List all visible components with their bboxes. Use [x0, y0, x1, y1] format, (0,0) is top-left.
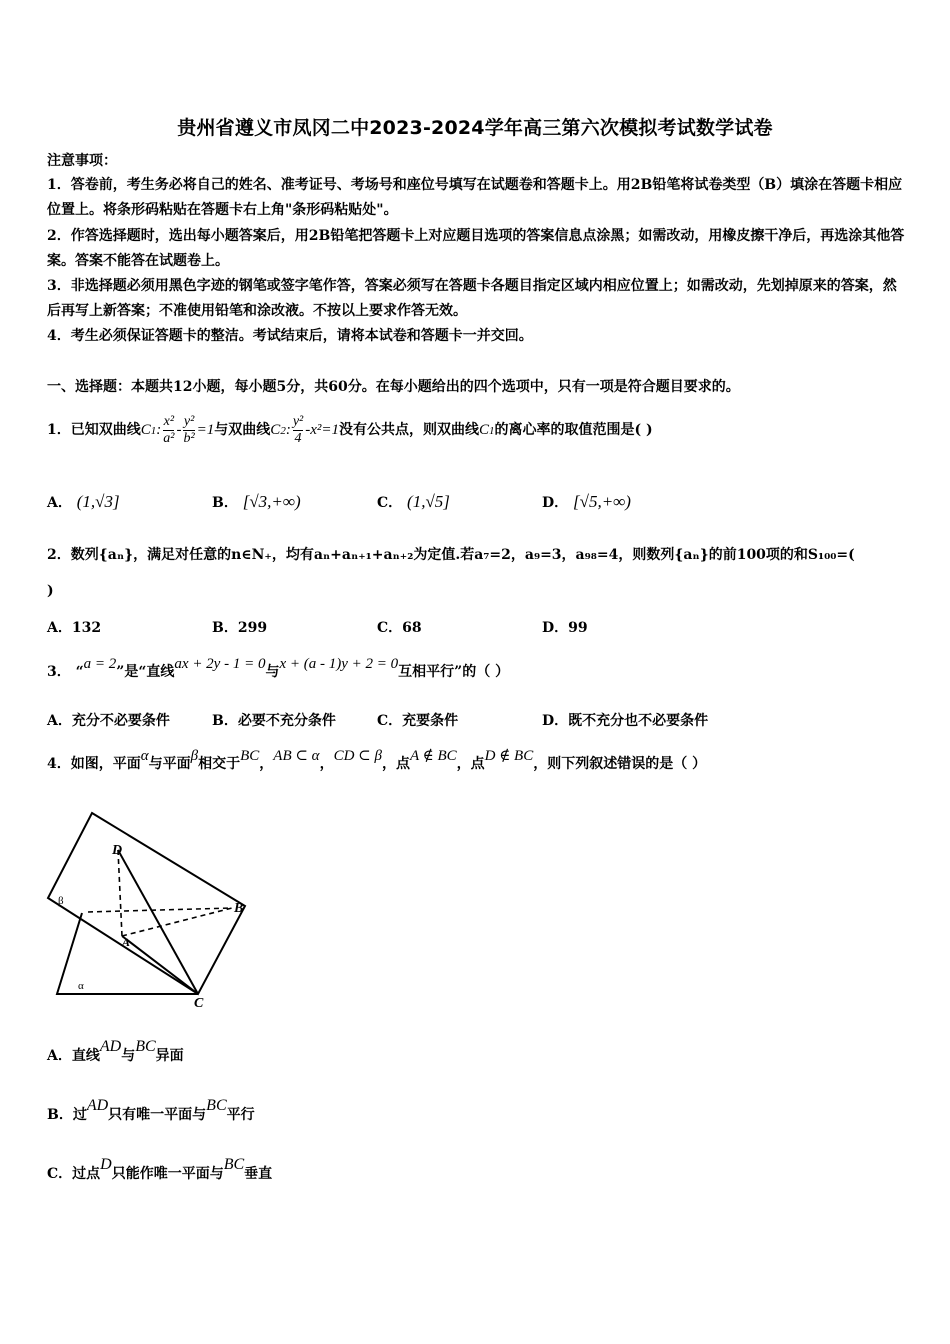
option-label: B．: [212, 495, 238, 511]
q3-prefix: 3． “: [47, 664, 84, 680]
q4-cd: CD ⊂ β: [333, 748, 382, 764]
q1-eq1: =1: [196, 422, 215, 438]
q3-mid1: ”是“直线: [116, 664, 175, 680]
q1-c2: C: [270, 422, 281, 438]
option-value: (1,√3]: [76, 492, 120, 511]
question-4: [47, 748, 707, 776]
notice-item-2: 2．作答选择题时，选出每小题答案后，用2B铅笔把答题卡上对应题目选项的答案信息点涂黑；如需改动，用橡皮擦干净后，再选涂其他答案。答案不能答在试题卷上。: [47, 228, 905, 269]
q2-option-b: [212, 617, 267, 637]
option-label: A．: [47, 1048, 72, 1064]
option-value: 68: [402, 620, 422, 636]
page-title: 贵州省遵义市凤冈二中2023-2024学年高三第六次模拟考试数学试卷: [177, 117, 773, 139]
option-text: 直线: [71, 1048, 100, 1064]
option-label: C．: [377, 713, 403, 729]
segment-da-hidden: [118, 850, 122, 936]
q4-prefix: 4．如图，平面: [47, 756, 141, 772]
q4-option-c: [47, 1156, 273, 1187]
q1-c1b: C: [479, 422, 490, 438]
question-2-close: ): [47, 583, 54, 599]
option-label: D．: [542, 620, 569, 636]
q3-line2: x + (a - 1)y + 2 = 0: [279, 656, 399, 672]
q1-colon: :: [156, 422, 162, 438]
q1-y2b: y²: [292, 413, 304, 429]
option-label: B．: [212, 713, 238, 729]
question-3: [47, 656, 510, 684]
q1-minus2: -: [305, 422, 311, 438]
q2-option-a: [47, 617, 101, 637]
section-heading: 一、选择题：本题共12小题，每小题5分，共60分。在每小题给出的四个选项中，只有一项是符合题目要求的。: [47, 379, 740, 395]
label-a: A: [122, 935, 131, 949]
q3-option-a: [47, 710, 170, 730]
option-math: AD: [86, 1097, 109, 1114]
q1-x2: x²: [163, 413, 175, 429]
option-value: 132: [71, 620, 102, 636]
option-text: 异面: [155, 1048, 184, 1064]
plane-beta: [48, 813, 245, 994]
q4-comma1: ，: [259, 756, 274, 772]
option-text: 过点: [72, 1166, 101, 1182]
q1-prefix: 1．已知双曲线: [47, 422, 141, 438]
option-math: AD: [99, 1038, 122, 1055]
q1-option-d: [542, 492, 631, 512]
q1-c1b-sub: 1: [489, 425, 495, 437]
option-label: A．: [47, 620, 72, 636]
q1-minus: -: [176, 422, 182, 438]
q4-suffix: ，则下列叙述错误的是（ ）: [533, 756, 707, 772]
option-math: D: [100, 1156, 112, 1173]
option-text: 与: [121, 1048, 136, 1064]
label-beta: β: [58, 895, 64, 907]
option-label: D．: [542, 713, 569, 729]
label-d: D: [112, 843, 123, 858]
option-label: D．: [542, 495, 569, 511]
q1-option-b: [212, 492, 301, 512]
q2-option-d: [542, 617, 588, 637]
q4-t3: ，点: [381, 756, 410, 772]
option-text: 垂直: [244, 1166, 273, 1182]
q1-four: 4: [294, 430, 302, 446]
notice-item-1: 1．答卷前，考生务必将自己的姓名、准考证号、考场号和座位号填写在试题卷和答题卡上。用2B铅笔将试卷类型（B）填涂在答题卡相应位置上。将条形码粘贴在答题卡右上角"条形码粘贴处"。: [47, 177, 903, 218]
option-label: C．: [377, 620, 403, 636]
label-b: B: [234, 901, 244, 916]
q1-y2: y²: [183, 413, 195, 429]
notice-item-4: 4．考生必须保证答题卡的整洁。考试结束后，请将本试卷和答题卡一并交回。: [47, 328, 533, 344]
option-value: 299: [237, 620, 268, 636]
option-label: C．: [377, 495, 403, 511]
q1-eq2: =1: [321, 422, 340, 438]
q1-mid: 与双曲线: [214, 422, 271, 438]
q1-frac-y2-b2: [183, 414, 194, 447]
option-value: 既不充分也不必要条件: [568, 713, 709, 729]
q4-d-notin: D ∉ BC: [484, 748, 534, 764]
option-text: 过: [72, 1107, 87, 1123]
option-value: 必要不充分条件: [237, 713, 336, 729]
option-text: 只能作唯一平面与: [111, 1166, 224, 1182]
q1-a2: a²: [163, 430, 175, 446]
q4-t4: ，点: [456, 756, 485, 772]
planes-figure: [40, 808, 260, 1008]
option-value: 充要条件: [402, 713, 459, 729]
option-math: BC: [206, 1097, 227, 1114]
q4-beta: β: [190, 748, 199, 764]
q1-c2-sub: 2: [280, 425, 286, 437]
question-1: [47, 410, 653, 451]
option-text: 只有唯一平面与: [108, 1107, 207, 1123]
q4-t2: 相交于: [198, 756, 241, 772]
q1-c1-sub: 1: [150, 425, 157, 437]
q4-a-notin: A ∉ BC: [409, 748, 457, 764]
q1-x2b: x²: [310, 422, 322, 438]
q4-alpha: α: [140, 748, 149, 764]
segment-dc: [118, 850, 198, 994]
q3-suffix: 互相平行”的（ ）: [398, 664, 510, 680]
option-label: A．: [47, 713, 72, 729]
question-2: 2．数列{aₙ}，满足对任意的n∈N₊，均有aₙ+aₙ₊₁+aₙ₊₂为定值.若a₇=2，a₉=3，a₉₈=4，则数列{aₙ}的前100项的和S₁₀₀=(: [47, 547, 855, 563]
option-value: [√3,+∞): [242, 492, 301, 511]
option-label: C．: [47, 1166, 73, 1182]
q1-frac-x2-a2: [163, 414, 174, 447]
segment-ac: [122, 936, 198, 994]
notice-heading: 注意事项：: [47, 153, 117, 169]
option-label: B．: [212, 620, 238, 636]
q4-comma2: ，: [319, 756, 334, 772]
q1-frac-y2-4: [293, 414, 303, 447]
q1-option-a: [47, 492, 120, 512]
q4-option-b: [47, 1097, 255, 1128]
option-math: BC: [135, 1038, 156, 1055]
option-value: 99: [568, 620, 588, 636]
option-value: 充分不必要条件: [71, 713, 170, 729]
option-label: B．: [47, 1107, 73, 1123]
q3-option-c: [377, 710, 458, 730]
q1-suffix1: 没有公共点，则双曲线: [339, 422, 480, 438]
q3-option-b: [212, 710, 336, 730]
q4-t1: 与平面: [148, 756, 191, 772]
q1-c1: C: [140, 422, 151, 438]
q1-option-c: [377, 492, 450, 512]
option-value: [√5,+∞): [573, 492, 631, 511]
q4-bc: BC: [240, 748, 260, 764]
option-label: A．: [47, 495, 72, 511]
option-value: (1,√5]: [407, 492, 450, 511]
label-alpha: α: [78, 980, 84, 992]
q3-mid2: 与: [265, 664, 280, 680]
q3-option-d: [542, 710, 708, 730]
q4-ab: AB ⊂ α: [273, 748, 320, 764]
segment-ab-hidden: [122, 908, 232, 936]
q1-colon2: :: [285, 422, 291, 438]
option-text: 平行: [226, 1107, 255, 1123]
q1-suffix2: 的离心率的取值范围是( ): [494, 422, 653, 438]
option-math: BC: [223, 1156, 245, 1173]
plane-alpha-edge-hidden: [88, 908, 232, 912]
q2-option-c: [377, 617, 422, 637]
notice-item-3: 3．非选择题必须用黑色字迹的钢笔或签字笔作答，答案必须写在答题卡各题目指定区域内相应位置上；如需改动，先划掉原来的答案，然后再写上新答案；不准使用铅笔和涂改液。不按以上要求作答无效。: [47, 278, 897, 319]
q1-b2: b²: [183, 430, 195, 446]
q3-cond: a = 2: [83, 656, 117, 672]
q4-option-a: [47, 1038, 184, 1069]
q3-line1: ax + 2y - 1 = 0: [174, 656, 266, 672]
label-c: C: [194, 996, 204, 1008]
